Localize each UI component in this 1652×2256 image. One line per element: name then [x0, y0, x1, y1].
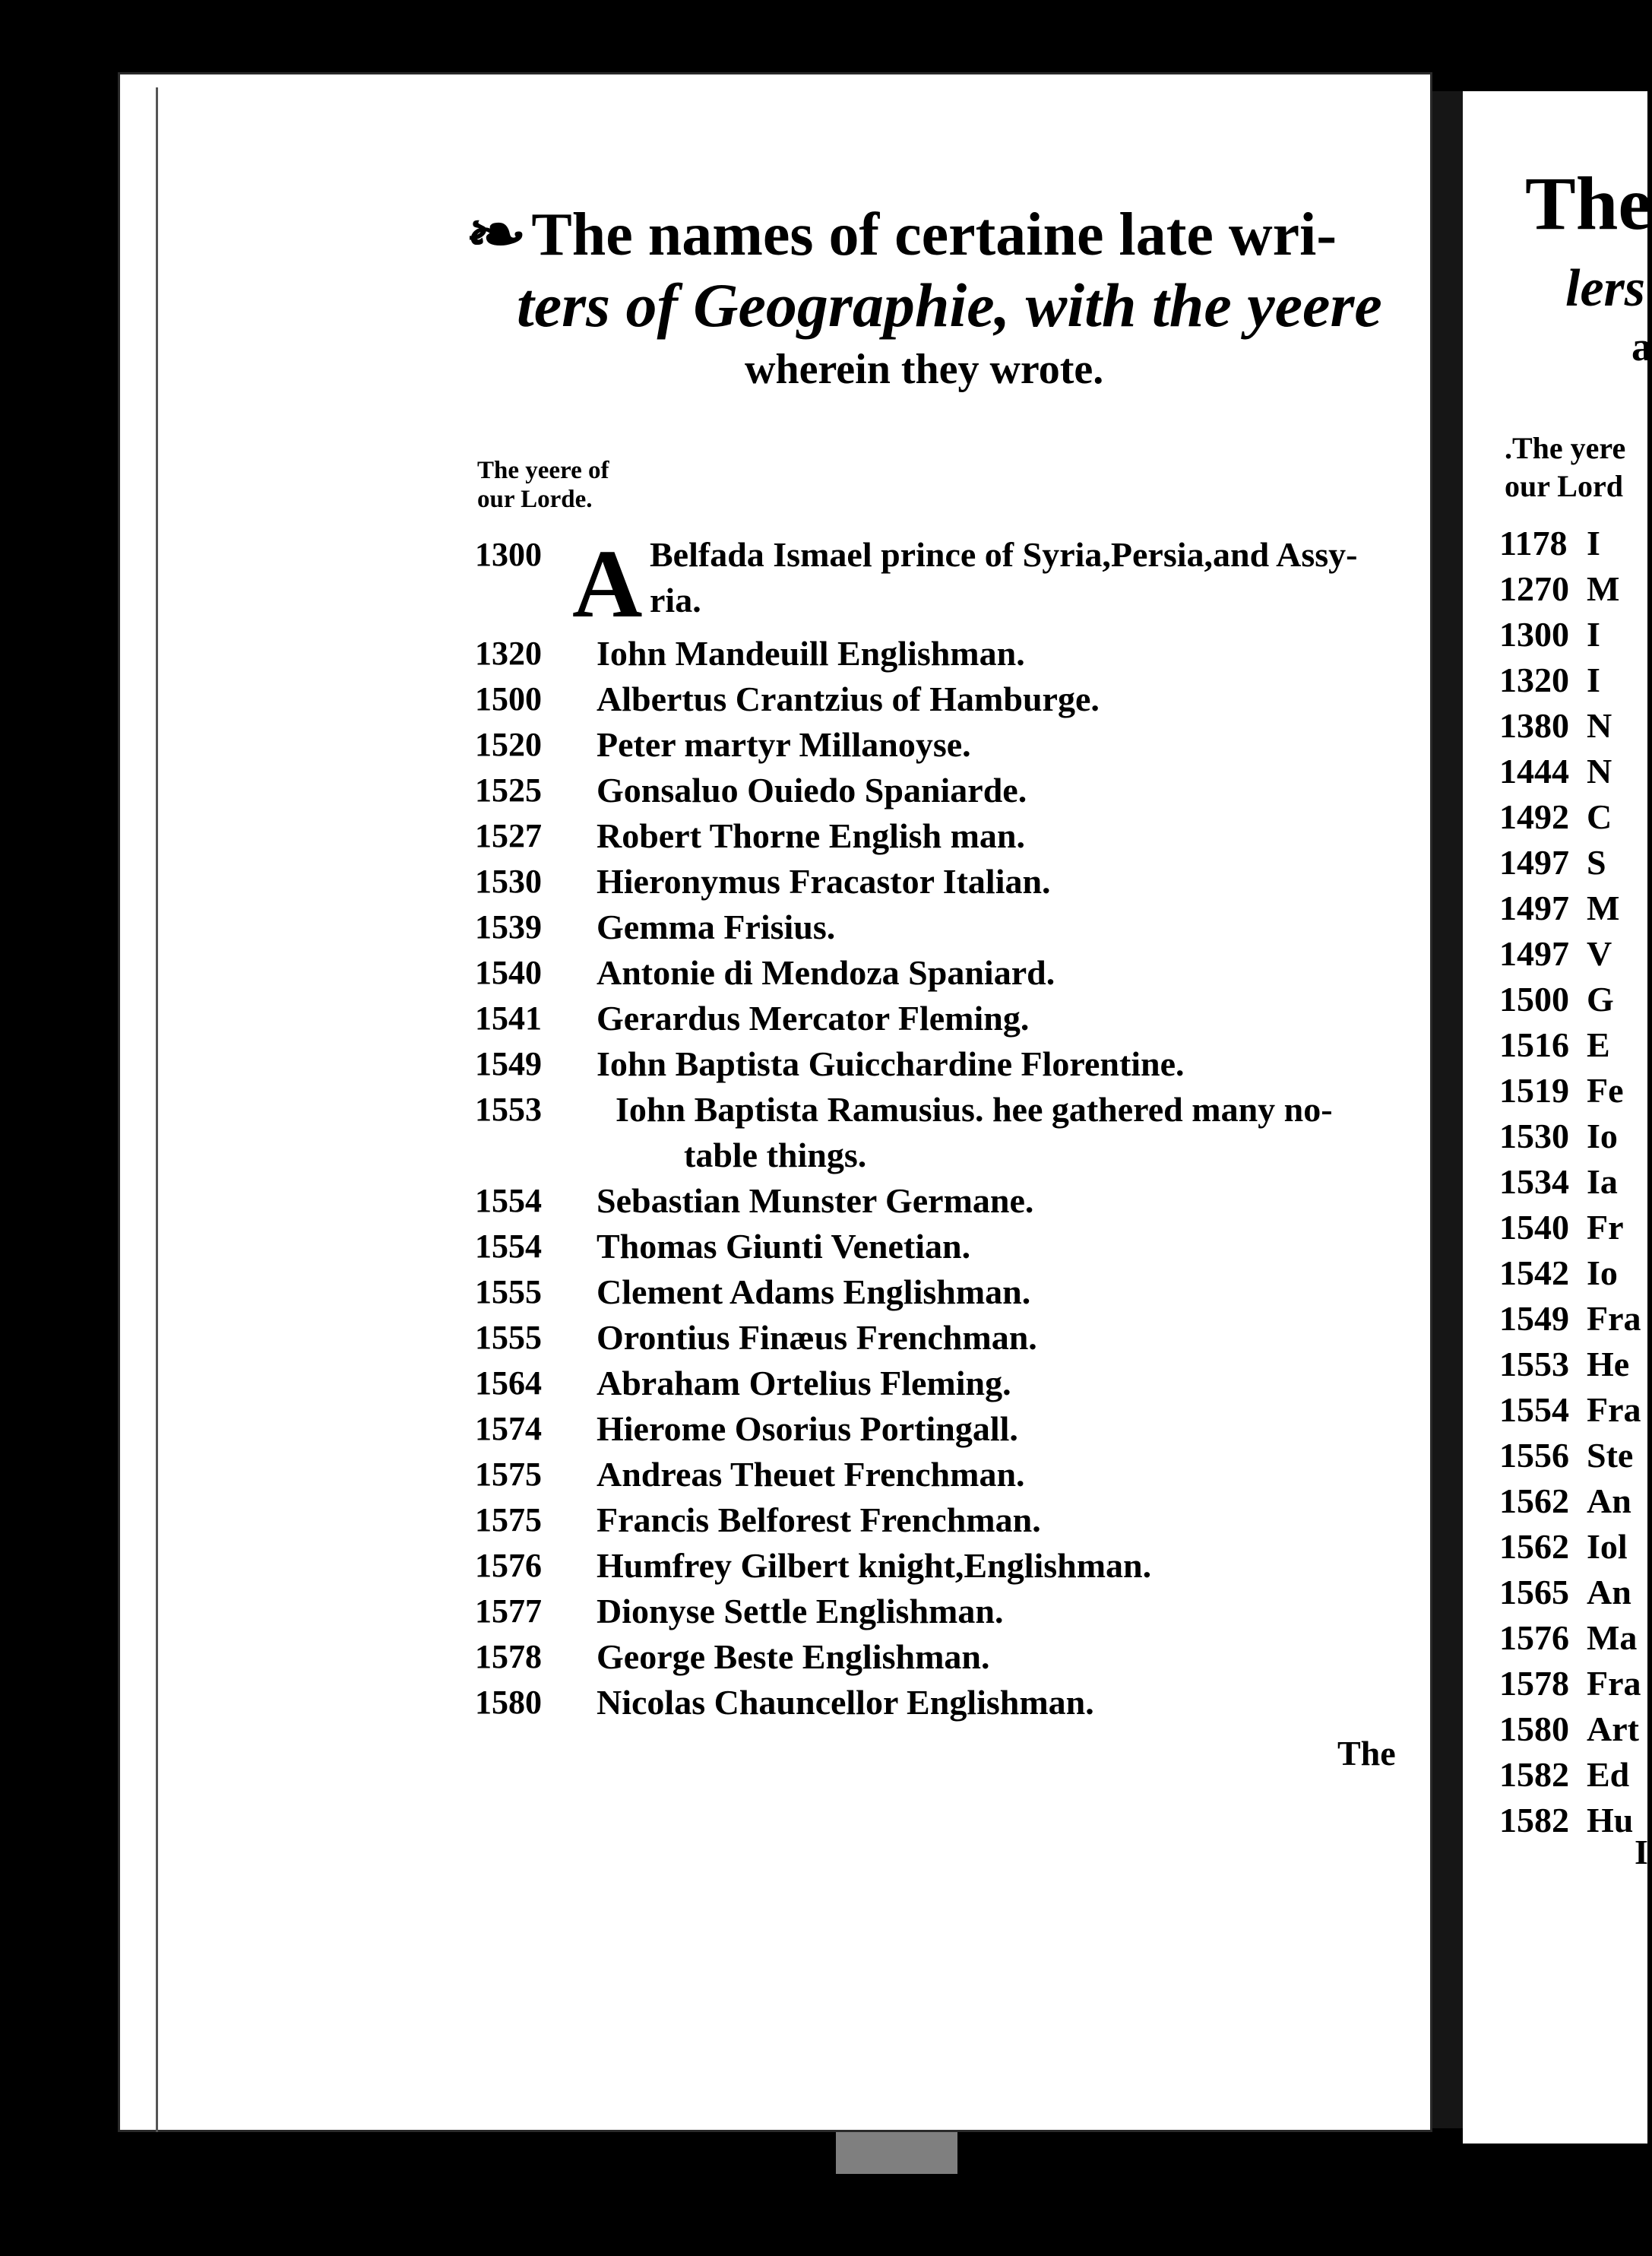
right-list-item [1499, 1752, 1641, 1798]
right-list-item [1499, 1798, 1641, 1843]
right-entry-year: 1519 [1499, 1071, 1569, 1110]
right-entry-year: 1500 [1499, 980, 1569, 1019]
right-entry-year: 1562 [1499, 1527, 1569, 1566]
right-list-item [1499, 977, 1641, 1022]
right-list-item [1499, 1570, 1641, 1615]
right-entry-name: Fra [1587, 1390, 1641, 1429]
entry-year: 1580 [475, 1684, 542, 1721]
list-item [475, 631, 1410, 676]
entry-year: 1549 [475, 1045, 542, 1082]
fleuron-icon: ❧ [464, 201, 527, 268]
right-list-item [1499, 886, 1641, 931]
right-page [1463, 91, 1652, 2144]
right-list-item [1499, 612, 1641, 657]
entries-group-a [475, 631, 1410, 1087]
right-list-item [1499, 521, 1641, 566]
right-entry-year: 1530 [1499, 1117, 1569, 1155]
book-gutter [1432, 91, 1463, 2128]
right-entry-name: Fe [1587, 1071, 1624, 1110]
entry-name: Gemma Frisius. [597, 908, 836, 946]
right-list-item [1499, 1478, 1641, 1524]
list-item [475, 1543, 1410, 1589]
entry-year: 1574 [475, 1410, 542, 1447]
right-list-item [1499, 1022, 1641, 1068]
entry-year: 1300 [475, 536, 542, 573]
right-entry-name: Ed [1587, 1755, 1630, 1794]
right-entry-name: Ste [1587, 1436, 1634, 1475]
title-line-1 [464, 201, 1406, 268]
entry-name: Iohn Mandeuill Englishman. [597, 634, 1025, 673]
entry-name: Thomas Giunti Venetian. [597, 1227, 971, 1266]
right-entry-name: Hu [1587, 1801, 1634, 1839]
right-entry-year: 1320 [1499, 661, 1569, 699]
entry-name: Francis Belforest Frenchman. [597, 1500, 1041, 1539]
entry-name: Clement Adams Englishman. [597, 1272, 1031, 1311]
right-list-item [1499, 1387, 1641, 1433]
drop-capital: A [572, 530, 643, 638]
right-entry-year: 1565 [1499, 1573, 1569, 1611]
right-list-item [1499, 657, 1641, 703]
entry-continuation: ria. [650, 581, 701, 619]
list-item [475, 1041, 1410, 1087]
right-entry-name: Ma [1587, 1618, 1638, 1657]
right-title-3: a [1631, 324, 1652, 369]
entry-name: Abraham Ortelius Fleming. [597, 1364, 1011, 1402]
list-item [475, 1269, 1410, 1315]
right-entry-name: An [1587, 1481, 1631, 1520]
right-title-1: The [1525, 161, 1652, 246]
right-entry-name: Iol [1587, 1527, 1628, 1566]
right-list-item [1499, 1296, 1641, 1342]
entry-year: 1577 [475, 1592, 542, 1630]
entry-name: Peter martyr Millanoyse. [597, 725, 971, 764]
entry-name: Robert Thorne English man. [597, 816, 1026, 855]
right-entry-year: 1582 [1499, 1801, 1569, 1839]
right-entry-name: N [1587, 706, 1612, 745]
right-entry-year: 1444 [1499, 752, 1569, 791]
right-column-header-line-2: our Lord [1505, 469, 1623, 503]
list-item [475, 1634, 1410, 1680]
right-entry-year: 1554 [1499, 1390, 1569, 1429]
right-entry-name: I [1587, 524, 1600, 562]
right-entry-name: Fr [1587, 1208, 1624, 1247]
entry-name: Belfada Ismael prince of Syria,Persia,and Assy- [650, 535, 1358, 574]
title-text-1: The names of certaine late wri- [531, 201, 1337, 268]
right-entry-name: E [1587, 1025, 1610, 1064]
right-list-item [1499, 749, 1641, 794]
entry-continuation: table things. [684, 1136, 867, 1174]
entry-year: 1555 [475, 1319, 542, 1356]
right-entry-name: C [1587, 797, 1612, 836]
entry-year: 1575 [475, 1501, 542, 1538]
right-entry-year: 1549 [1499, 1299, 1569, 1338]
entry-name: Hierome Osorius Portingall. [597, 1409, 1018, 1448]
right-entry-year: 1270 [1499, 569, 1569, 608]
right-entry-year: 1582 [1499, 1755, 1569, 1794]
entry-year: 1320 [475, 635, 542, 672]
right-list-item [1499, 1250, 1641, 1296]
right-list-item [1499, 1068, 1641, 1114]
right-entry-name: Io [1587, 1117, 1618, 1155]
right-entry-year: 1492 [1499, 797, 1569, 836]
right-entry-name: Art [1587, 1709, 1639, 1748]
right-entry-year: 1497 [1499, 889, 1569, 927]
entry-year: 1576 [475, 1547, 542, 1584]
right-entry-name: N [1587, 752, 1612, 791]
right-entry-year: 1380 [1499, 706, 1569, 745]
right-entry-year: 1576 [1499, 1618, 1569, 1657]
right-entry-year: 1300 [1499, 615, 1569, 654]
right-entry-year: 1578 [1499, 1664, 1569, 1703]
title-line-3: wherein they wrote. [745, 346, 1104, 393]
entry-year: 1539 [475, 908, 542, 946]
right-list-item [1499, 794, 1641, 840]
entry-year: 1525 [475, 772, 542, 809]
right-entry-name: I [1587, 615, 1600, 654]
entry-year: 1553 [475, 1091, 542, 1128]
column-header [477, 456, 609, 514]
entry-name: Gerardus Mercator Fleming. [597, 999, 1030, 1038]
list-item [475, 1178, 1410, 1224]
entry-year: 1500 [475, 680, 542, 718]
right-column-header [1505, 429, 1625, 505]
entry-name: Andreas Theuet Frenchman. [597, 1455, 1025, 1494]
entry-name: Nicolas Chauncellor Englishman. [597, 1683, 1094, 1722]
right-entry-year: 1497 [1499, 934, 1569, 973]
list-item [475, 768, 1410, 813]
right-title-2: lers [1565, 259, 1645, 318]
column-header-line-1: The yeere of [477, 457, 609, 484]
right-entry-name: M [1587, 569, 1620, 608]
list-item [475, 859, 1410, 905]
entry-year: 1540 [475, 954, 542, 991]
right-entries-list [1499, 521, 1641, 1843]
entry-year: 1575 [475, 1456, 542, 1493]
right-list-item [1499, 703, 1641, 749]
list-item [475, 722, 1410, 768]
list-item [475, 1406, 1410, 1452]
right-entry-name: G [1587, 980, 1614, 1019]
right-catchword: I [1635, 1833, 1648, 1871]
right-list-item [1499, 1615, 1641, 1661]
entry-year: 1530 [475, 863, 542, 900]
list-item [475, 1361, 1410, 1406]
list-item [475, 530, 1410, 638]
title-block [464, 201, 1406, 396]
right-list-item [1499, 1114, 1641, 1159]
entry-year: 1564 [475, 1364, 542, 1402]
right-list-item [1499, 840, 1641, 886]
entry-name: Antonie di Mendoza Spaniard. [597, 953, 1055, 992]
list-item [475, 676, 1410, 722]
list-item [475, 1497, 1410, 1543]
right-list-item [1499, 1433, 1641, 1478]
page-fragment-mark [836, 2132, 957, 2174]
list-item [475, 905, 1410, 950]
entry-name: Gonsaluo Ouiedo Spaniarde. [597, 771, 1027, 810]
right-entry-name: M [1587, 889, 1620, 927]
entries-group-b [475, 1178, 1410, 1725]
title-line-2: ters of Geographie, with the yeere [517, 271, 1382, 340]
entry-name: Albertus Crantzius of Hamburge. [597, 680, 1100, 718]
right-entry-name: Io [1587, 1253, 1618, 1292]
entry-name: George Beste Englishman. [597, 1637, 990, 1676]
list-item [475, 813, 1410, 859]
right-entry-name: An [1587, 1573, 1631, 1611]
right-entry-year: 1556 [1499, 1436, 1569, 1475]
right-entry-name: Fra [1587, 1299, 1641, 1338]
entry-name: Iohn Baptista Ramusius. hee gathered many no- [616, 1090, 1333, 1129]
column-header-line-2: our Lorde. [477, 486, 593, 513]
right-list-item [1499, 1342, 1641, 1387]
entry-year: 1554 [475, 1228, 542, 1265]
right-entry-year: 1562 [1499, 1481, 1569, 1520]
right-entry-name: Fra [1587, 1664, 1641, 1703]
list-item [475, 950, 1410, 996]
entry-name: Sebastian Munster Germane. [597, 1181, 1034, 1220]
right-entry-name: V [1587, 934, 1612, 973]
right-entry-year: 1580 [1499, 1709, 1569, 1748]
right-list-item [1499, 1159, 1641, 1205]
entry-name: Hieronymus Fracastor Italian. [597, 862, 1051, 901]
list-item [475, 996, 1410, 1041]
right-entry-year: 1553 [1499, 1345, 1569, 1383]
right-list-item [1499, 1661, 1641, 1706]
list-item [475, 1452, 1410, 1497]
entry-name: Humfrey Gilbert knight,Englishman. [597, 1546, 1152, 1585]
list-item [475, 1315, 1410, 1361]
list-item [475, 1087, 1410, 1178]
entry-name: Iohn Baptista Guicchardine Florentine. [597, 1044, 1185, 1083]
right-list-item [1499, 1205, 1641, 1250]
right-entry-name: Ia [1587, 1162, 1618, 1201]
entry-year: 1527 [475, 817, 542, 854]
entry-year: 1520 [475, 726, 542, 763]
entry-year: 1578 [475, 1638, 542, 1675]
right-list-item [1499, 1524, 1641, 1570]
list-item [475, 1680, 1410, 1725]
right-entry-name: He [1587, 1345, 1630, 1383]
right-list-item [1499, 1706, 1641, 1752]
right-entry-year: 1178 [1499, 524, 1568, 562]
entry-year: 1555 [475, 1273, 542, 1310]
right-entry-name: I [1587, 661, 1600, 699]
entry-name: Dionyse Settle Englishman. [597, 1592, 1004, 1630]
right-entry-year: 1542 [1499, 1253, 1569, 1292]
entry-year: 1541 [475, 1000, 542, 1037]
list-item [475, 1224, 1410, 1269]
left-page [118, 72, 1432, 2132]
right-entry-year: 1534 [1499, 1162, 1569, 1201]
list-item [475, 1589, 1410, 1634]
right-column-header-line-1: .The yere [1505, 431, 1626, 465]
catchword: The [1337, 1734, 1396, 1773]
right-entry-name: S [1587, 843, 1606, 882]
right-list-item [1499, 931, 1641, 977]
entries-list [475, 532, 1410, 1725]
right-entry-year: 1497 [1499, 843, 1569, 882]
right-entry-year: 1516 [1499, 1025, 1569, 1064]
entry-name: Orontius Finæus Frenchman. [597, 1318, 1037, 1357]
entry-year: 1554 [475, 1182, 542, 1219]
right-list-item [1499, 566, 1641, 612]
right-entry-year: 1540 [1499, 1208, 1569, 1247]
